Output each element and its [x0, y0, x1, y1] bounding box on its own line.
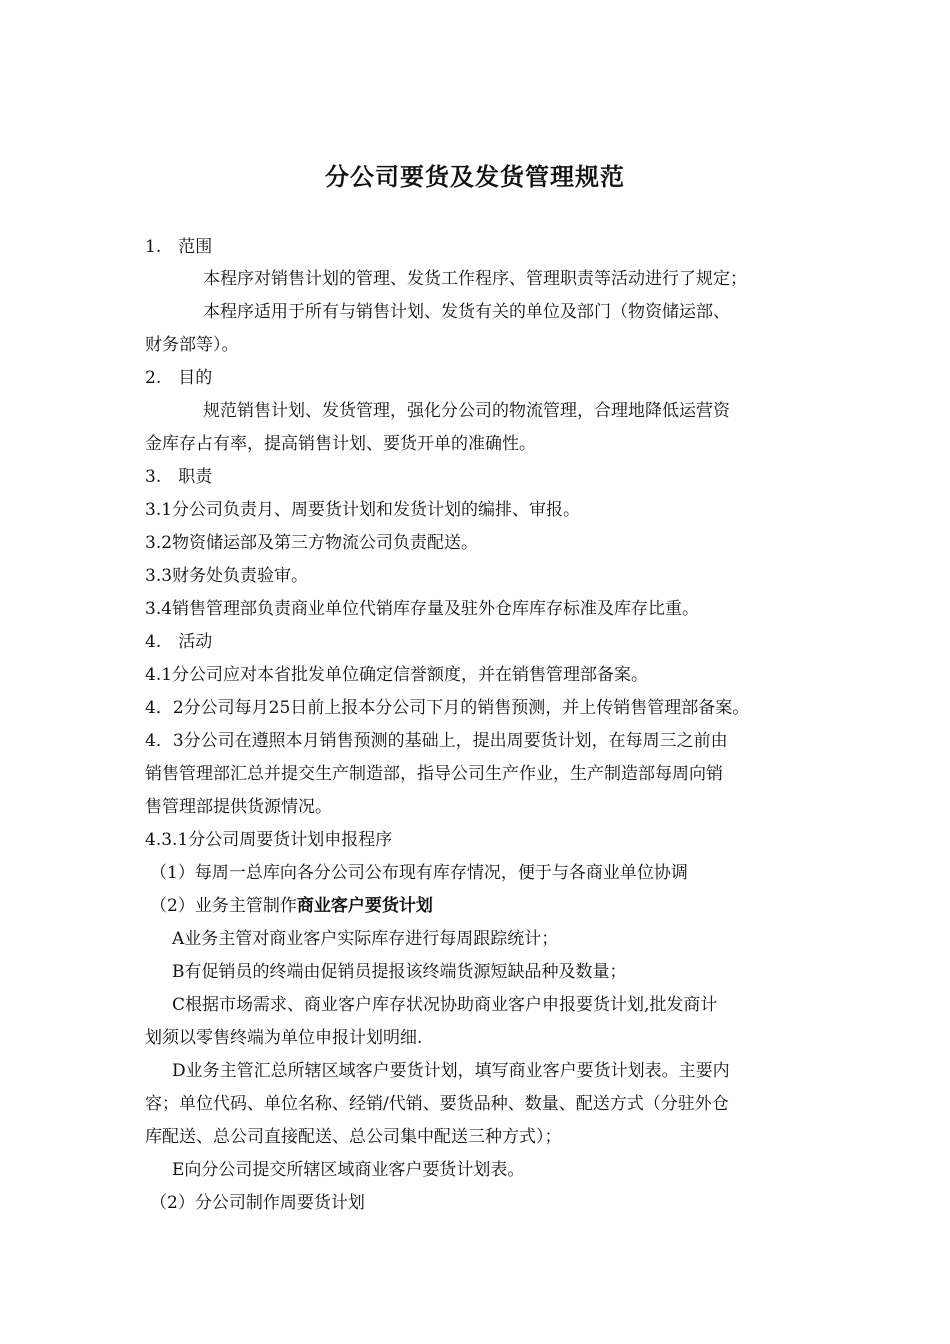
- paragraph-line: 规范销售计划、发货管理，强化分公司的物流管理，合理地降低运营资: [203, 401, 730, 421]
- paragraph-line: 3.1分公司负责月、周要货计划和发货计划的编排、审报。: [145, 500, 581, 520]
- section-heading-scope: 1. 范围: [145, 237, 213, 257]
- paragraph-line: C根据市场需求、商业客户库存状况协助商业客户申报要货计划,批发商计: [172, 995, 718, 1015]
- paragraph-line: 销售管理部汇总并提交生产制造部，指导公司生产作业，生产制造部每周向销: [145, 764, 723, 784]
- paragraph-line: 4．3分公司在遵照本月销售预测的基础上，提出周要货计划，在每周三之前由: [145, 731, 728, 751]
- document-title: 分公司要货及发货管理规范: [325, 163, 625, 191]
- paragraph-line: 4.1分公司应对本省批发单位确定信誉额度，并在销售管理部备案。: [145, 665, 649, 685]
- paragraph-line: （1）每周一总库向各分公司公布现有库存情况，便于与各商业单位协调: [150, 863, 688, 883]
- paragraph-line: 金库存占有率，提高销售计划、要货开单的准确性。: [145, 434, 536, 454]
- paragraph-line: （2）分公司制作周要货计划: [150, 1193, 365, 1213]
- paragraph-line: 售管理部提供货源情况。: [145, 797, 332, 817]
- paragraph-line: 本程序对销售计划的管理、发货工作程序、管理职责等活动进行了规定；: [203, 269, 747, 289]
- paragraph-line: 容；单位代码、单位名称、经销/代销、要货品种、数量、配送方式（分驻外仓: [145, 1094, 729, 1114]
- paragraph-line: B有促销员的终端由促销员提报该终端货源短缺品种及数量；: [172, 962, 627, 982]
- step-text: （2）业务主管制作: [150, 896, 297, 916]
- paragraph-line: E向分公司提交所辖区域商业客户要货计划表。: [172, 1160, 525, 1180]
- section-heading-purpose: 2. 目的: [145, 368, 213, 388]
- paragraph-line: 3.3财务处负责验审。: [145, 566, 309, 586]
- paragraph-line: D业务主管汇总所辖区域客户要货计划，填写商业客户要货计划表。主要内: [172, 1061, 730, 1081]
- subsection-heading: 4.3.1分公司周要货计划申报程序: [145, 830, 393, 850]
- section-heading-duties: 3. 职责: [145, 467, 213, 487]
- paragraph-line: 3.4销售管理部负责商业单位代销库存量及驻外仓库库存标准及库存比重。: [145, 599, 700, 619]
- section-heading-activities: 4. 活动: [145, 632, 213, 652]
- bold-phrase: 商业客户要货计划: [296, 896, 433, 916]
- paragraph-line: 财务部等）。: [145, 335, 239, 355]
- paragraph-line: 3.2物资储运部及第三方物流公司负责配送。: [145, 533, 479, 553]
- paragraph-line: 4．2分公司每月25日前上报本分公司下月的销售预测，并上传销售管理部备案。: [145, 698, 750, 718]
- paragraph-line: 库配送、总公司直接配送、总公司集中配送三种方式）；: [145, 1127, 562, 1147]
- paragraph-line: A业务主管对商业客户实际库存进行每周跟踪统计；: [172, 929, 559, 949]
- paragraph-line: [150, 894, 433, 918]
- paragraph-line: 划须以零售终端为单位申报计划明细.: [145, 1028, 423, 1048]
- paragraph-line: 本程序适用于所有与销售计划、发货有关的单位及部门（物资储运部、: [203, 302, 730, 322]
